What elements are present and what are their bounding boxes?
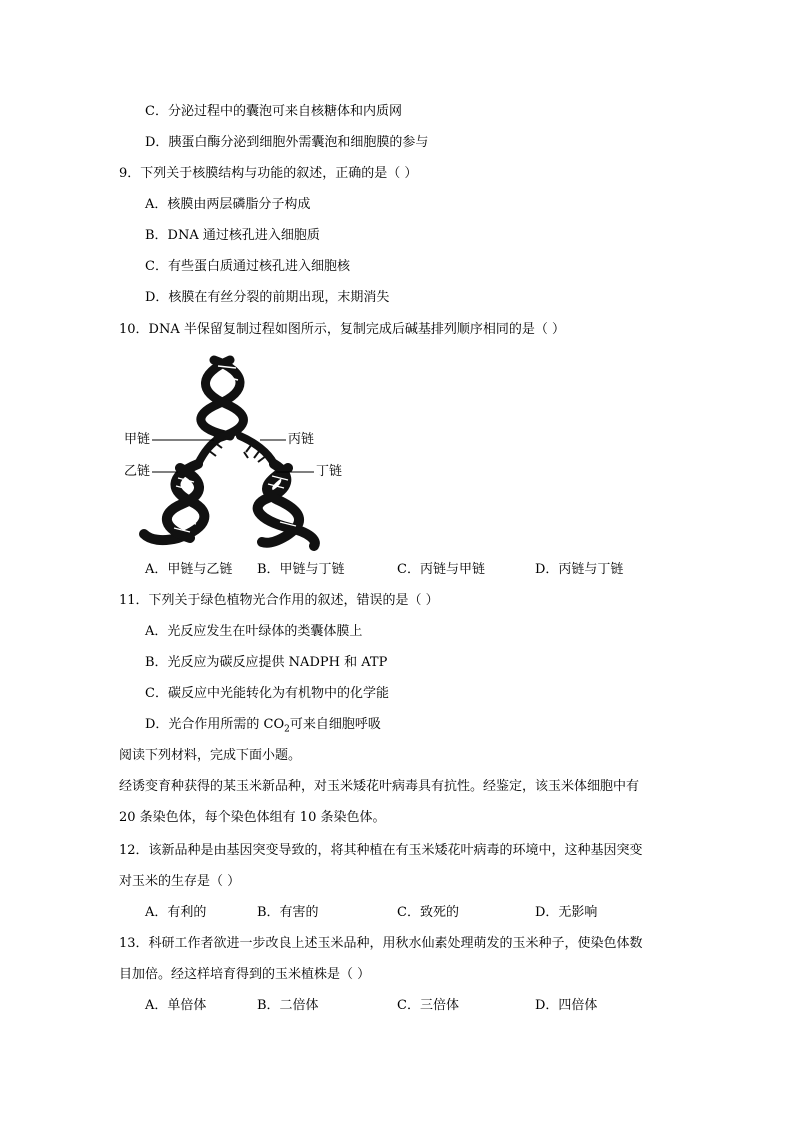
q11-option-d (145, 715, 381, 740)
label-ding-chain: 丁链 (316, 464, 343, 479)
q11-stem: 11．下列关于绿色植物光合作用的叙述，错误的是（ ） (119, 593, 439, 608)
label-yi-chain: 乙链 (124, 464, 151, 479)
label-jia-chain: 甲链 (124, 432, 151, 447)
q13-option-c: C．三倍体 (397, 998, 459, 1013)
q8-option-d: D．胰蛋白酶分泌到细胞外需囊泡和细胞膜的参与 (145, 135, 429, 150)
q10-option-c: C．丙链与甲链 (397, 562, 485, 577)
q13-stem-line-1: 13．科研工作者欲进一步改良上述玉米品种，用秋水仙素处理萌发的玉米种子，使染色体数 (119, 936, 643, 951)
q13-option-d: D．四倍体 (535, 998, 598, 1013)
q11-option-d-subscript: 2 (284, 724, 290, 735)
q9-option-d: D．核膜在有丝分裂的前期出现，末期消失 (145, 290, 390, 305)
dna-replication-figure (118, 352, 358, 552)
q8-option-c: C．分泌过程中的囊泡可来自核糖体和内质网 (145, 104, 402, 119)
q12-stem-line-2: 对玉米的生存是（ ） (119, 874, 241, 889)
q9-stem: 9．下列关于核膜结构与功能的叙述，正确的是（ ） (119, 166, 418, 181)
q11-option-d-pre: D．光合作用所需的 CO (145, 717, 285, 732)
material-intro: 阅读下列材料，完成下面小题。 (119, 748, 302, 763)
label-bing-chain: 丙链 (288, 432, 315, 447)
q13-stem-line-2: 目加倍。经这样培育得到的玉米植株是（ ） (119, 967, 371, 982)
q9-option-a: A．核膜由两层磷脂分子构成 (145, 197, 311, 212)
q13-option-a: A．单倍体 (145, 998, 207, 1013)
q13-option-b: B．二倍体 (257, 998, 319, 1013)
material-line-2: 20 条染色体，每个染色体组有 10 条染色体。 (119, 810, 386, 825)
q12-option-c: C．致死的 (397, 905, 459, 920)
dna-helix-drawing (118, 352, 358, 552)
q11-option-c: C．碳反应中光能转化为有机物中的化学能 (145, 686, 389, 701)
q11-option-d-post: 可来自细胞呼吸 (289, 717, 381, 732)
material-line-1: 经诱变育种获得的某玉米新品种，对玉米矮花叶病毒具有抗性。经鉴定，该玉米体细胞中有 (119, 779, 640, 794)
q12-option-a: A．有利的 (145, 905, 207, 920)
q10-option-b: B．甲链与丁链 (257, 562, 345, 577)
q10-option-d: D．丙链与丁链 (535, 562, 624, 577)
q12-option-b: B．有害的 (257, 905, 319, 920)
q11-option-b: B．光反应为碳反应提供 NADPH 和 ATP (145, 655, 388, 670)
q10-stem: 10．DNA 半保留复制过程如图所示，复制完成后碱基排列顺序相同的是（ ） (119, 322, 565, 337)
q12-option-d: D．无影响 (535, 905, 598, 920)
q9-option-c: C．有些蛋白质通过核孔进入细胞核 (145, 259, 350, 274)
q10-option-a: A．甲链与乙链 (145, 562, 233, 577)
q9-option-b: B．DNA 通过核孔进入细胞质 (145, 228, 320, 243)
q11-option-a: A．光反应发生在叶绿体的类囊体膜上 (145, 624, 363, 639)
q12-stem-line-1: 12．该新品种是由基因突变导致的，将其种植在有玉米矮花叶病毒的环境中，这种基因突变 (119, 843, 643, 858)
